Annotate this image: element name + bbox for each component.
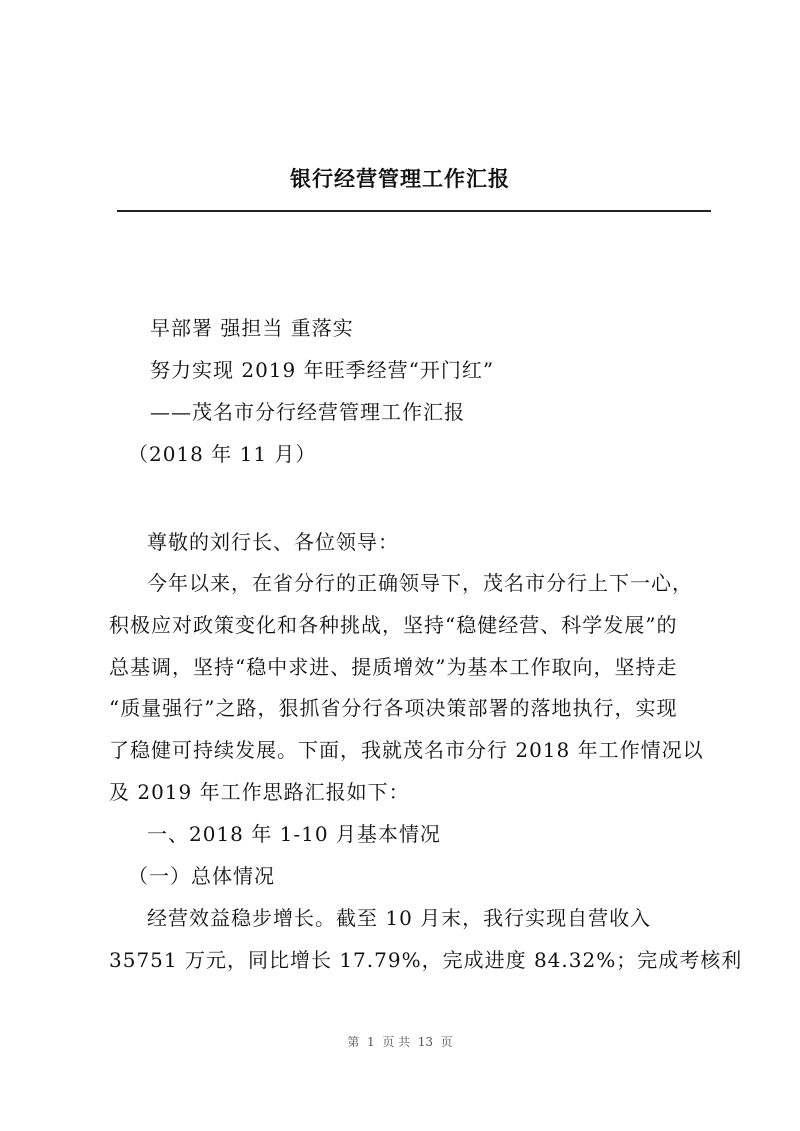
heading-date-line: （2018 年 11 月） (128, 442, 317, 466)
title-underline-rule (117, 210, 711, 212)
heading-line-2: 努力实现 2019 年旺季经营“开门红” (150, 358, 495, 382)
intro-paragraph-line: 及 2019 年工作思路汇报如下： (109, 780, 410, 804)
document-title: 银行经营管理工作汇报 (290, 167, 510, 191)
body-paragraph-line: 经营效益稳步增长。截至 10 月末，我行实现自营收入 (147, 906, 652, 930)
intro-paragraph-line: 了稳健可持续发展。下面，我就茂名市分行 2018 年工作情况以 (109, 738, 704, 762)
heading-line-1: 早部署 强担当 重落实 (150, 316, 354, 340)
salutation: 尊敬的刘行长、各位领导： (147, 530, 399, 554)
page-number-footer: 第 1 页 共 13 页 (347, 1035, 453, 1049)
intro-paragraph-line: 总基调，坚持“稳中求进、提质增效”为基本工作取向，坚持走 (109, 655, 678, 679)
intro-paragraph-line: 今年以来，在省分行的正确领导下，茂名市分行上下一心， (147, 571, 693, 595)
subsection-heading: （一）总体情况 (128, 864, 275, 888)
heading-line-3: ——茂名市分行经营管理工作汇报 (150, 400, 465, 424)
intro-paragraph-line: 积极应对政策变化和各种挑战，坚持“稳健经营、科学发展”的 (109, 613, 678, 637)
section-heading: 一、2018 年 1-10 月基本情况 (147, 822, 441, 846)
intro-paragraph-line: “质量强行”之路，狠抓省分行各项决策部署的落地执行，实现 (109, 696, 678, 720)
body-paragraph-line: 35751 万元，同比增长 17.79%，完成进度 84.32%；完成考核利 (109, 948, 743, 972)
